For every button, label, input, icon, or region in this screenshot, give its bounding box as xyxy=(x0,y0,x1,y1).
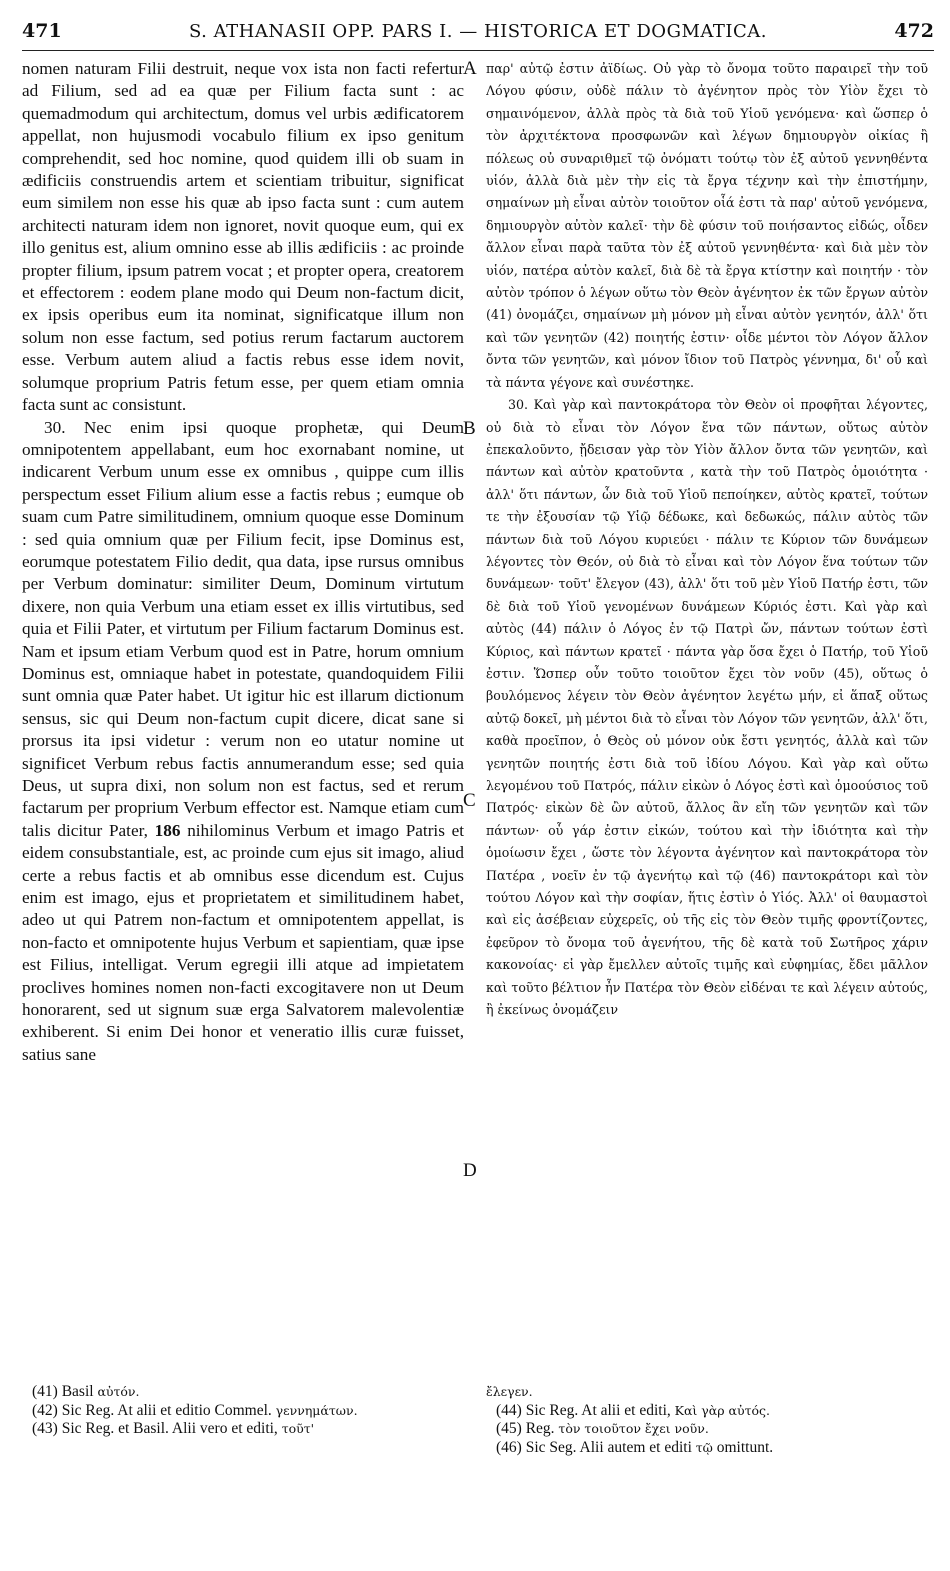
footnote-greek: ἔλεγεν. xyxy=(486,1384,533,1399)
footnote-number: (45) xyxy=(496,1420,522,1437)
latin-column xyxy=(22,58,464,1368)
column-mark: 186 xyxy=(154,820,181,840)
footnote-45 xyxy=(496,1420,906,1439)
footnote-greek: γεννημάτων. xyxy=(275,1402,358,1418)
footnote-greek: τῷ xyxy=(695,1439,713,1455)
footnote-greek: αὐτόν. xyxy=(97,1384,140,1399)
footnote-41 xyxy=(32,1383,442,1402)
footnotes-left xyxy=(22,1383,442,1553)
greek-column xyxy=(486,58,928,1368)
footnote-number: (46) xyxy=(496,1438,522,1456)
footnote-greek: τοῦτ' xyxy=(281,1421,315,1436)
margin-letter-c: C xyxy=(463,790,476,811)
greek-paragraph-1: παρ' αὐτῷ ἐστιν ἀϊδίως. Οὐ γὰρ τὸ ὄνομα τοῦτο παραιρεῖ τὴν τοῦ Λόγου φύσιν, οὐδὲ πάλιν τὸ ἀγένητον πρὸς τὸν Υἱὸν ἔχει τὸ σημαινόμενον, ἀλλὰ πρὸς τὰ διὰ τοῦ Υἱοῦ γενόμενα· καὶ ὥσπερ ὁ τὸν ἀρχιτέκτονα προσφωνῶν καὶ λέγων δημιουργὸν οἰκίας ἢ πόλεως οὐ συναριθμεῖ τῷ ὀνόματι τούτῳ τὸν ἐξ αὐτοῦ γεννηθέντα υἱόν, ἀλλὰ διὰ μὲν τὴν εἰς τὰ ἔργα τέχνην καὶ τὴν ἐπιστήμην, σημαίνων μὴ εἶναι αὐτὸν τοιοῦτον οἷά ἐστι τὰ παρ' αὐτοῦ γενόμενα, δημιουργὸν αὐτὸν καλεῖ· τὴν δὲ φύσιν τοῦ ποιήσαντος εἰδώς, οἶδεν ἄλλον εἶναι παρὰ ταῦτα τὸν ἐξ αὐτοῦ γεννηθέντα· καὶ διὰ μὲν τὸν υἱόν, πατέρα αὐτὸν καλεῖ, διὰ δὲ τὰ ἔργα κτίστην καὶ ποιητήν · τὸν αὐτὸν τρόπον ὁ λέγων οὕτω τὸν Θεὸν ἀγένητον ἐκ τῶν ἔργων αὐτὸν (41) ὀνομάζει, σημαίνων μὴ μόνον μὴ εἶναι αὐτὸν γενητόν, ἀλλ' ὅτι καὶ τῶν γενητῶν (42) ποιητής ἐστιν· οἶδε μέντοι τὸν Λόγον ἄλλον ὄντα τῶν γενητῶν, καὶ μόνον ἴδιον τοῦ Πατρὸς γέννημα, δι' οὗ καὶ τὰ πάντα γέγονε καὶ συνέστηκε. xyxy=(486,61,928,390)
footnote-number: (41) xyxy=(32,1383,58,1400)
footnote-text: Sic Reg. et Basil. Alii vero et editi, xyxy=(61,1420,278,1437)
margin-letter-b: B xyxy=(463,418,476,439)
latin-paragraph-30-part-a: 30. Nec enim ipsi quoque prophetæ, qui Deum omnipotentem appellabant, eum hoc exornabant nomine, ut indicarent Verbum unum esse ex omnibus , quippe cum illis perspectum esset Filium alium esse a factis rebus ; eumque ob suam cum Patre similitudinem, omnium quoque esse Dominum : sed quia omnium quæ per Filium fecit, ipse Dominus est, eorumque potestatem Filio dedit, qua data, ipse rursus omnibus per Verbum dominatur: similiter Deum, Dominum virtutum dixere, non quia Verbum una etiam esset ex illis virtutibus, sed quia et Filii Pater, et virtutum per Filium factarum Dominus est. Nam et ipsum etiam Verbum quod est in Patre, horum omnium Dominus est, omniaque habet in potestate, quandoquidem Filii sunt omnia quæ Pater habet. Ut igitur hic est illarum dictionum sensus, sic qui Deum non-factum cupit dicere, dicat sane si prorsus ita ipsi videtur : verum non eo utatur nomine ut significet Verbum rebus factis annumerandum esse; sed quia Deus, ut supra dixi, non solum non est factus, sed et rerum factarum per proprium Verbum effector est. Namque etiam cum talis dicitur Pater, xyxy=(22,417,464,840)
footnote-greek: τὸν τοιοῦτον ἔχει νοῦν. xyxy=(558,1421,709,1436)
running-header xyxy=(22,18,934,51)
greek-paragraph-30: 30. Καὶ γὰρ καὶ παντοκράτορα τὸν Θεὸν οἱ προφῆται λέγοντες, οὐ διὰ τὸ εἶναι τὸν Λόγον ἕνα τῶν πάντων, οὕτως αὐτὸν ἐπεκαλοῦντο, ᾔδεισαν γὰρ τὸν Υἱὸν ἄλλον ὄντα τῶν γενητῶν, καὶ πάντων καὶ αὐτὸν κρατοῦντα , κατὰ τὴν τοῦ Πατρὸς ὁμοιότητα · ἀλλ' ὅτι πάντων, ὧν διὰ τοῦ Υἱοῦ πεποίηκεν, αὐτὸς κρατεῖ, τούτων τε τὴν ἐξουσίαν τῷ Υἱῷ δέδωκε, καὶ δεδωκώς, πάλιν αὐτὸς τῶν πάντων διὰ τοῦ Λόγου κυριεύει · πάλιν τε Κύριον τῶν δυνάμεων λέγοντες τὸν Θεόν, οὐ διὰ τὸ εἶναι καὶ τὸν Λόγον ἕνα τούτων τῶν δυνάμεων· τοῦτ' ἔλεγον (43), ἀλλ' ὅτι τοῦ μὲν Υἱοῦ Πατήρ ἐστι, τῶν δὲ διὰ τοῦ Υἱοῦ γενομένων δυνάμεων Κύριός ἐστι. Καὶ γὰρ καὶ αὐτὸς (44) πάλιν ὁ Λόγος ἐν τῷ Πατρὶ ὤν, πάντων τούτων ἐστὶ Κύριος, καὶ πάντων κρατεῖ · πάντα γὰρ ὅσα ἔχει ὁ Πατήρ, τοῦ Υἱοῦ ἐστιν. Ὥσπερ οὖν τοῦτο τοιοῦτον ἔχει τὸν νοῦν (45), οὕτως ὁ βουλόμενος λέγειν τὸν Θεὸν ἀγένητον λεγέτω μήν, εἰ ἅπαξ οὕτως αὐτῷ δοκεῖ, μὴ μέντοι διὰ τὸ εἶναι τὸν Λόγον τῶν γενητῶν, ἀλλ' ὅτι, καθὰ προεῖπον, ὁ Θεὸς οὐ μόνον οὐκ ἔστι γενητός, ἀλλὰ καὶ τῶν γενητῶν ποιητής ἐστι διὰ τοῦ ἰδίου Λόγου. Καὶ γὰρ καὶ οὕτω λεγομένου τοῦ Πατρός, πάλιν εἰκὼν ὁ Λόγος ἐστὶ καὶ ὁμοούσιος τοῦ Πατρός· εἰκὼν δὲ ὢν αὐτοῦ, ἄλλος ἂν εἴη τῶν γενητῶν καὶ τῶν πάντων· οὗ γάρ ἐστιν εἰκών, τούτου καὶ τὴν ἰδιότητα καὶ τὴν ὁμοίωσιν ἔχει , ὥστε τὸν λέγοντα ἀγένητον καὶ παντοκράτορα τὸν Πατέρα , νοεῖν ἐν τῷ ἀγενήτῳ καὶ τῷ (46) παντοκράτορι καὶ τὸν τούτου Λόγον καὶ τὴν σοφίαν, ἥτις ἐστὶν ὁ Υἱός. Ἀλλ' οἱ θαυμαστοὶ καὶ εἰς ἀσέβειαν εὐχερεῖς, οὐ τῆς εἰς τὸν Θεὸν τιμῆς φροντίζοντες, ἐφεῦρον τὸ ὄνομα τοῦ ἀγενήτου, τῆς δὲ κατὰ τοῦ Σωτῆρος χάριν κακονοίας· εἰ γὰρ ἔμελλεν αὐτοῖς τιμῆς καὶ εὐφημίας, ἔδει μᾶλλον καὶ τοῦτο βέλτιον ἦν Πατέρα τὸν Θεὸν εἰδέναι τε καὶ λέγειν αὐτούς, ἢ ἐκείνως ὀνομάζειν xyxy=(486,397,928,1018)
footnote-greek: Καὶ γὰρ αὐτός. xyxy=(674,1402,770,1418)
footnote-44 xyxy=(496,1401,906,1421)
footnote-43 xyxy=(32,1420,442,1439)
footnote-46 xyxy=(496,1438,906,1458)
footnote-42 xyxy=(32,1401,442,1421)
page-number-right: 472 xyxy=(894,20,934,42)
footnote-text: Sic Reg. At alii et editi, xyxy=(525,1401,671,1419)
latin-paragraph-1: nomen naturam Filii destruit, neque vox ista non facti refertur ad Filium, sed ad ea quæ per Filium facta sunt : ac quemadmodum qui architectum, domus vel urbis ædificatorem appellat, non hujusmodi vocabulo filium ex ipso genitum comprehendit, sed hoc nomine, quod quidem illi ob suam in ædificiis construendis artem et scientiam tribuitur, significat eum similem non esse his quæ ab ipso facta sunt : cum autem architecti naturam idem non ignoret, novit quoque eum, qui ex illo genitus est, alium omnino esse ab illis ædificiis : ac proinde propter filium, ipsum patrem vocat ; et propter opera, creatorem et effectorem : eodem plane modo qui Deum non-factum dicit, ex ipsis operibus eum ita nominat, significatque illum non solum non esse factum, sed potius rerum factarum auctorem esse. Verbum autem aliud a factis rebus esse idem novit, solumque proprium Patris fetum esse, per quem etiam omnia facta sunt ac consistunt. xyxy=(22,59,464,415)
footnote-text: Basil xyxy=(61,1383,94,1400)
running-title: S. ATHANASII OPP. PARS I. — HISTORICA ET DOGMATICA. xyxy=(188,21,768,42)
footnotes-right xyxy=(486,1383,906,1553)
footnote-text-after: omittunt. xyxy=(716,1438,774,1456)
margin-letter-a: A xyxy=(463,58,477,79)
footnote-number: (42) xyxy=(32,1401,58,1419)
footnote-number: (43) xyxy=(32,1420,58,1437)
latin-paragraph-30-part-b: nihilominus Verbum et imago Patris et eidem consubstantiale, est, ac proinde cum ejus sit imago, aliud certe a rebus factis et ab omnibus esse dicendum est. Cujus enim est imago, ejus et proprietatem et similitudinem habet, adeo ut qui Patrem non-factum et omnipotentem appellat, is non-facto et omnipotente hujus Verbum et sapientiam, quæ ipse est Filius, intelligat. Verum egregii illi atque ad impietatem proclives homines nomen non-facti excogitavere non ut Deum honorarent, sed ut signum suæ erga Salvatorem malevolentiæ exhiberent. Si enim Dei honor et veneratio illis curæ fuisset, satius sane xyxy=(22,820,464,1064)
page-number-left: 471 xyxy=(22,20,62,42)
footnote-text: Sic Seg. Alii autem et editi xyxy=(525,1438,692,1456)
footnote-text: Reg. xyxy=(525,1420,555,1437)
footnote-43-continuation xyxy=(486,1383,906,1402)
footnote-text: Sic Reg. At alii et editio Commel. xyxy=(61,1401,272,1419)
latin-paragraph-30 xyxy=(22,417,464,1067)
footnote-number: (44) xyxy=(496,1401,522,1419)
margin-letter-d: D xyxy=(463,1160,477,1181)
